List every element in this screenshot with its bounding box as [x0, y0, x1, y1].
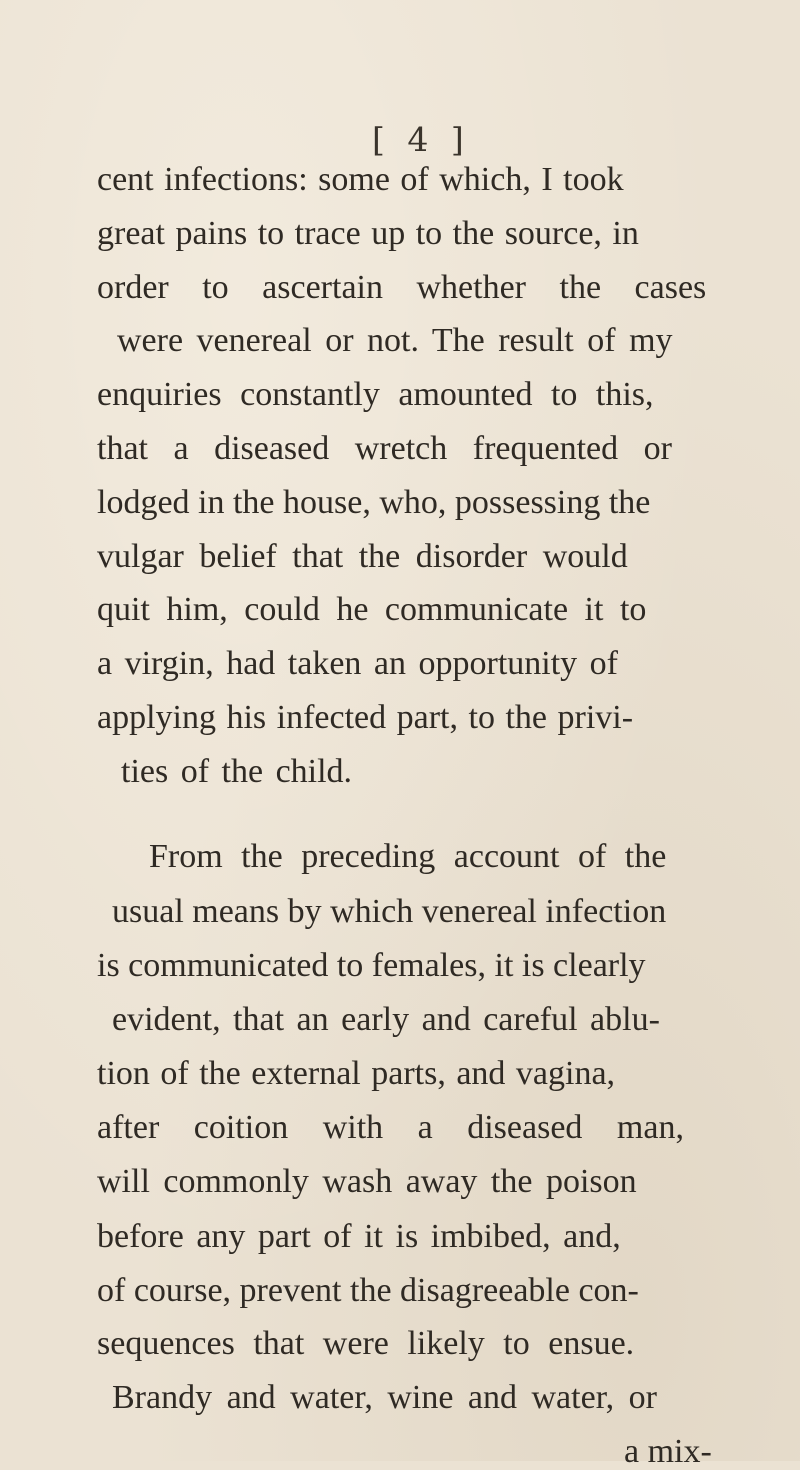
text-line: before any part of it is imbibed, and,: [97, 1217, 621, 1255]
text-line: of course, prevent the disagreeable con-: [97, 1271, 639, 1309]
text-line: applying his infected part, to the privi-: [97, 699, 634, 737]
text-line: cent infections: some of which, I took: [97, 161, 624, 198]
page-number: [ 4 ]: [372, 120, 470, 159]
text-line: lodged in the house, who, possessing the: [97, 483, 651, 521]
text-line: that a diseased wretch frequented or: [97, 430, 672, 468]
text-line: after coition with a diseased man,: [97, 1109, 684, 1147]
text-line: sequences that were likely to ensue.: [97, 1325, 635, 1363]
text-line: enquiries constantly amounted to this,: [97, 376, 654, 414]
text-line: ties of the child.: [121, 752, 353, 790]
text-line: great pains to trace up to the source, in: [97, 214, 639, 252]
text-line: tion of the external parts, and vagina,: [97, 1055, 616, 1093]
text-line: evident, that an early and careful ablu-: [112, 1000, 660, 1038]
text-line: will commonly wash away the poison: [97, 1163, 637, 1200]
text-line: order to ascertain whether the cases: [97, 268, 707, 306]
text-line: vulgar belief that the disorder would: [97, 537, 628, 575]
text-line: usual means by which venereal infection: [112, 893, 667, 931]
text-line: From the preceding account of the: [149, 838, 667, 876]
text-line: quit him, could he communicate it to: [97, 591, 647, 629]
text-line: a virgin, had taken an opportunity of: [97, 645, 618, 683]
catchword: a mix-: [624, 1433, 712, 1470]
text-line: is communicated to females, it is clearly: [97, 946, 646, 984]
text-line: were venereal or not. The result of my: [117, 322, 673, 360]
text-line: Brandy and water, wine and water, or: [112, 1379, 657, 1417]
